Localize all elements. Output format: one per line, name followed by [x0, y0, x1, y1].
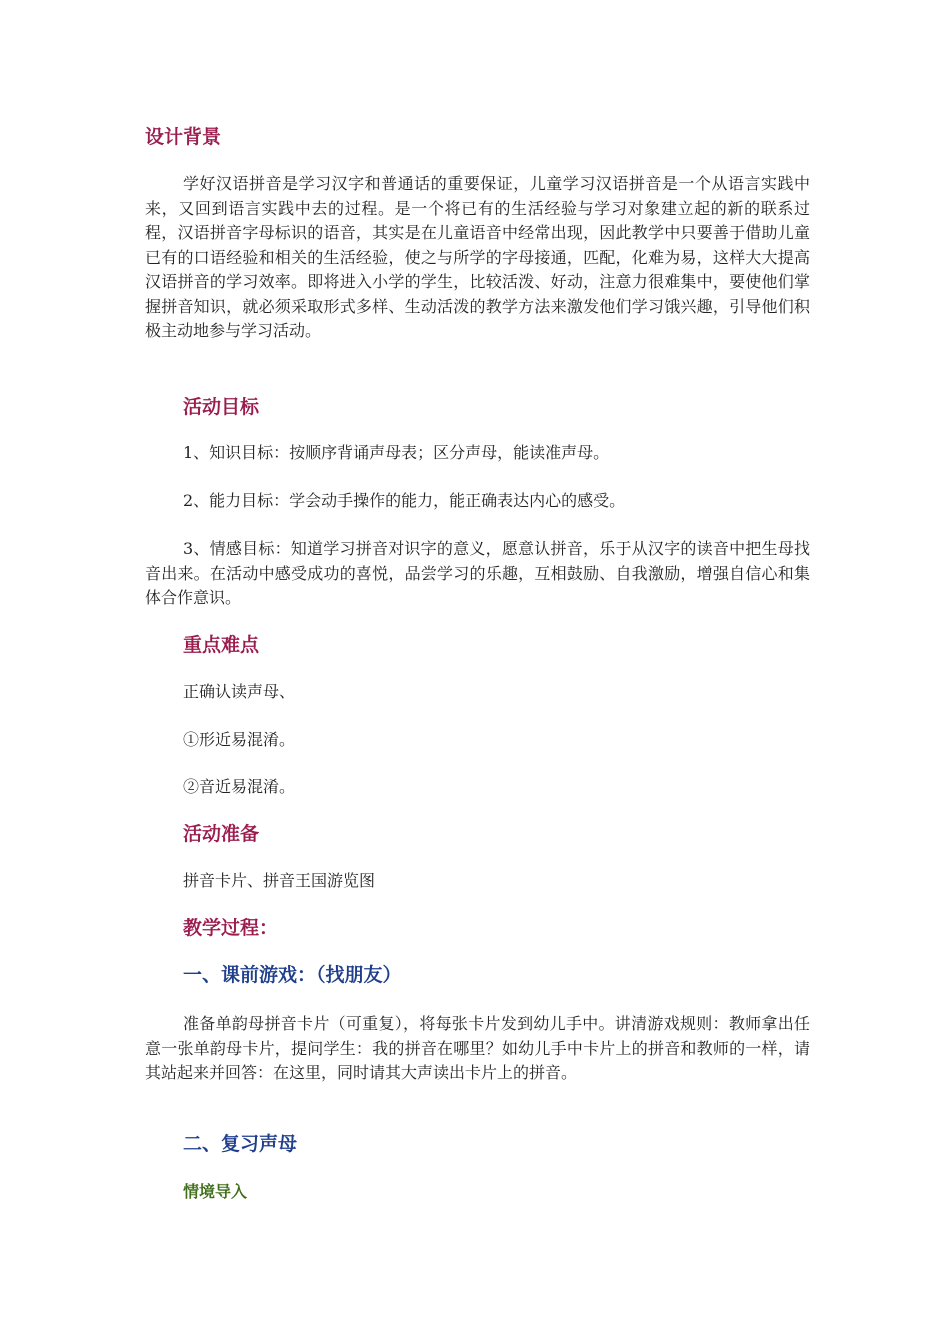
key-point-2: ①形近易混淆。 [183, 730, 296, 749]
key-point-3: ②音近易混淆。 [183, 777, 296, 796]
heading-teaching-process: 教学过程： [183, 917, 279, 939]
heading-key-points: 重点难点 [183, 634, 260, 656]
goal-ability: 2、能力目标：学会动手操作的能力，能正确表达内心的感受。 [183, 491, 626, 510]
heading-activity-prep: 活动准备 [183, 823, 260, 845]
goal-knowledge: 1、知识目标：按顺序背诵声母表；区分声母，能读准声母。 [183, 443, 610, 462]
goal-emotion: 3、情感目标：知道学习拼音对识字的意义，愿意认拼音，乐于从汉字的读音中把生母找音出来。在活动中感受成功的喜悦，品尝学习的乐趣，互相鼓励、自我激励，增强自信心和集体合作意识。 [145, 539, 810, 607]
heading-design-background: 设计背景 [145, 126, 222, 148]
key-point-1: 正确认读声母、 [183, 682, 296, 701]
prep-materials: 拼音卡片、拼音王国游览图 [183, 871, 376, 890]
heading-situation-intro: 情境导入 [183, 1182, 248, 1201]
heading-activity-goals: 活动目标 [183, 396, 260, 418]
paragraph-design-background: 学好汉语拼音是学习汉字和普通话的重要保证，儿童学习汉语拼音是一个从语言实践中来，又回到语言实践中去的过程。是一个将已有的生活经验与学习对象建立起的新的联系过程，汉语拼音字母标识的语音，其实是在儿童语音中经常出现，因此教学中只要善于借助儿童已有的口语经验和相关的生活经验，使之与所学的字母接通，匹配，化难为易，这样大大提高汉语拼音的学习效率。即将进入小学的学生，比较活泼、好动，注意力很难集中，要使他们掌握拼音知识，就必须采取形式多样、生动活泼的教学方法来激发他们学习饿兴趣，引导他们积极主动地参与学习活动。 [145, 174, 810, 340]
heading-step-1: 一、课前游戏：（找朋友） [183, 964, 402, 986]
paragraph-step-1: 准备单韵母拼音卡片（可重复），将每张卡片发到幼儿手中。讲清游戏规则：教师拿出任意一张单韵母卡片，提问学生：我的拼音在哪里？如幼儿手中卡片上的拼音和教师的一样，请其站起来并回答：在这里，同时请其大声读出卡片上的拼音。 [145, 1014, 810, 1082]
heading-step-2: 二、复习声母 [183, 1133, 298, 1155]
